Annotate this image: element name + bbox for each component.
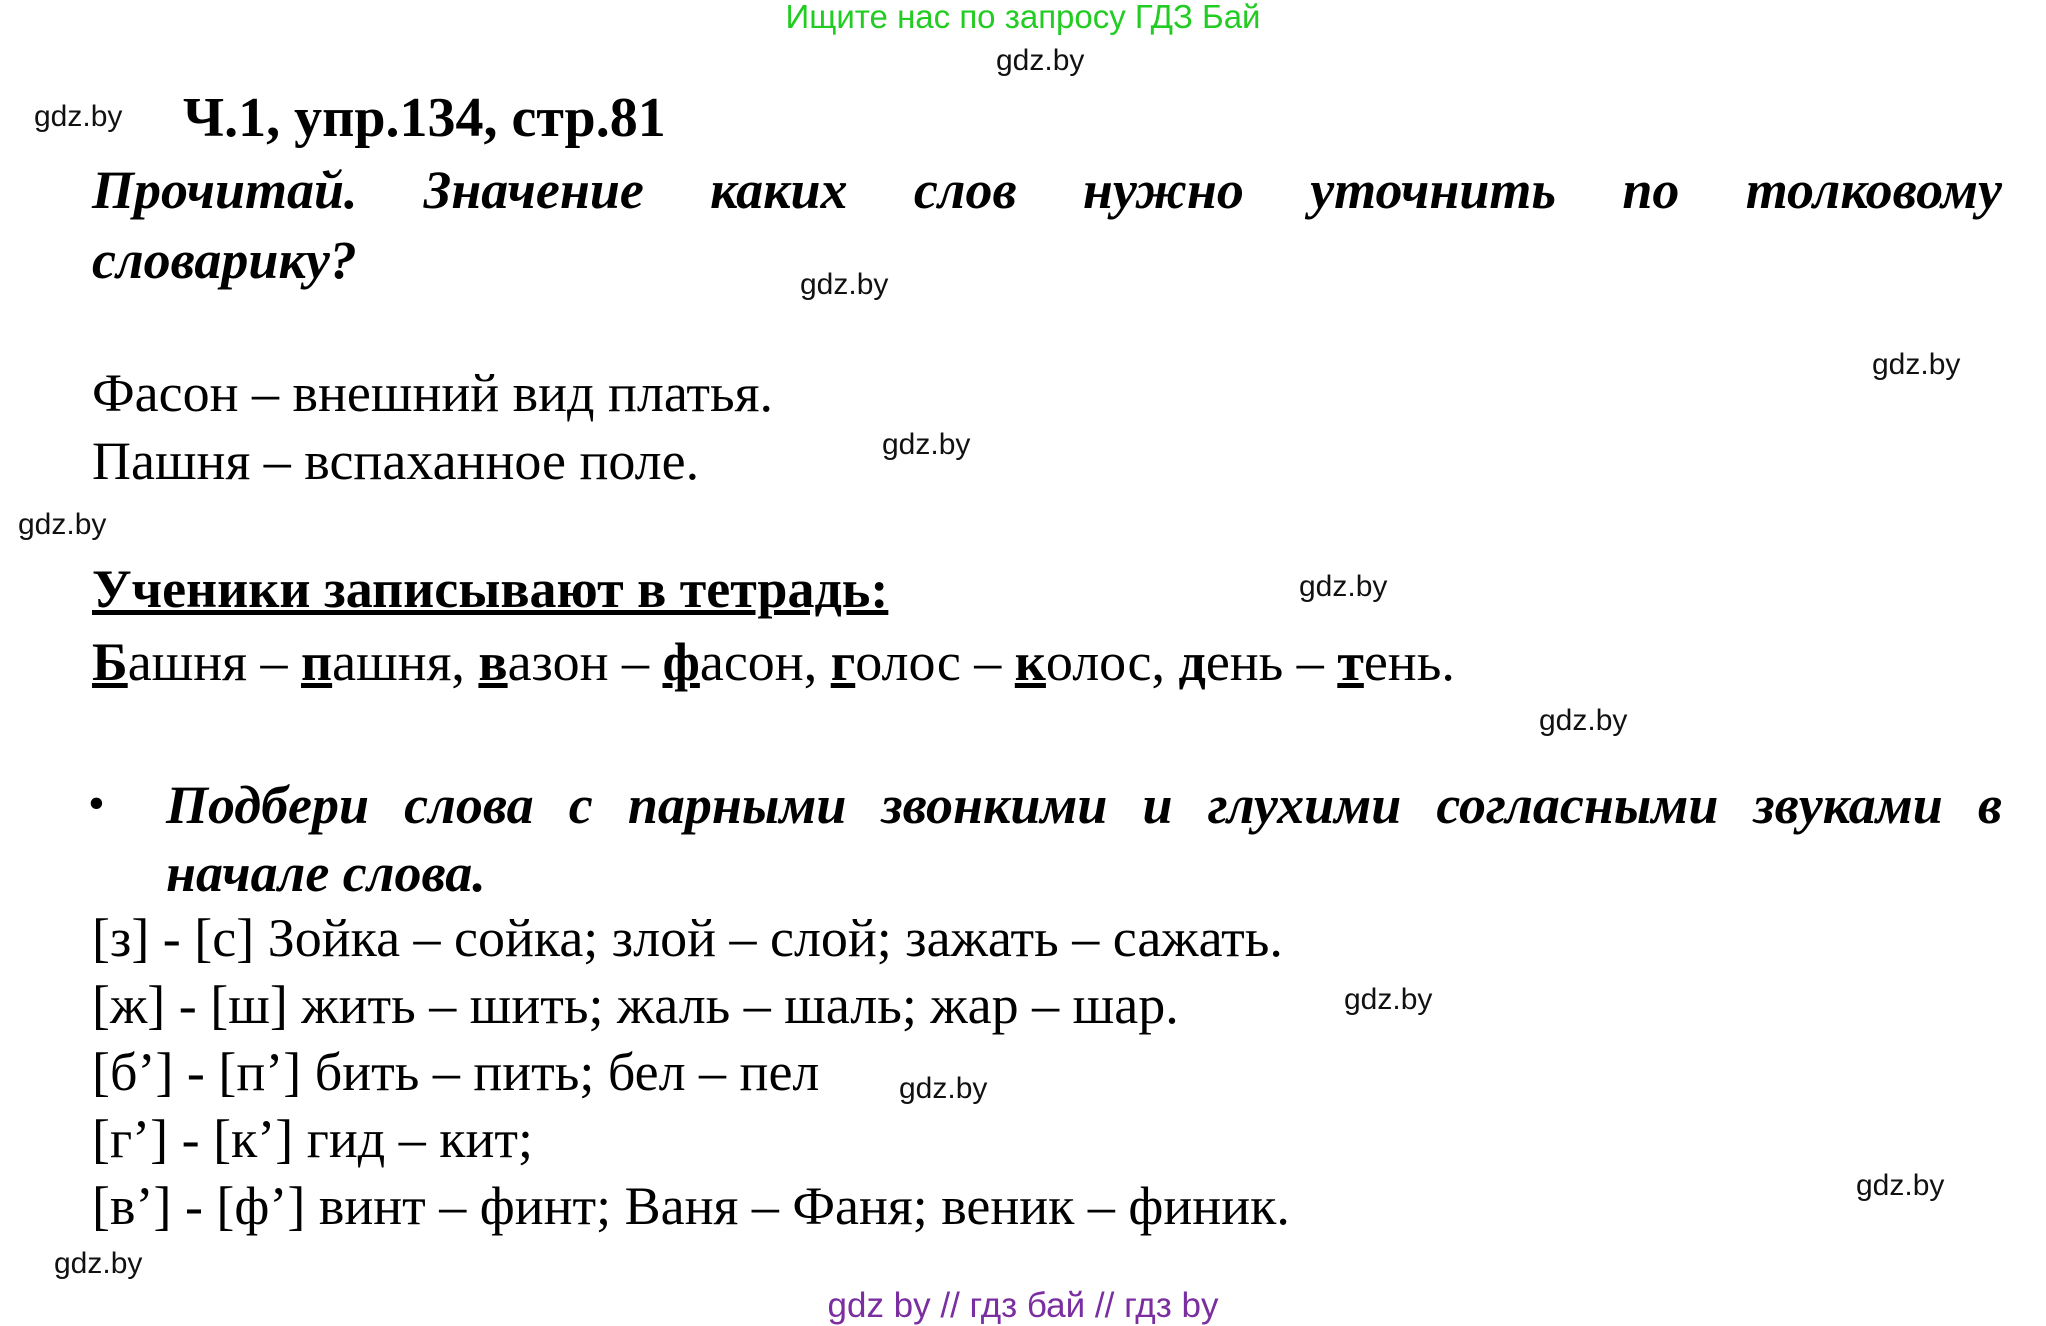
example-line: [ж] - [ш] жить – шить; жаль – шаль; жар – шар. (92, 975, 1179, 1035)
example-line: [з] - [с] Зойка – сойка; злой – слой; зажать – сажать. (92, 908, 1283, 968)
watermark: gdz.by (1872, 348, 1961, 381)
watermark: gdz.by (1539, 704, 1628, 737)
highlighted-letter: ф (662, 632, 700, 692)
word-remainder: асон, (699, 632, 831, 692)
highlighted-letter: г (830, 632, 856, 692)
bullet-icon: • (88, 777, 105, 830)
watermark: gdz.by (882, 428, 971, 461)
watermark: gdz.by (800, 268, 889, 301)
word-remainder: азон – (507, 632, 663, 692)
definition-line: Пашня – вспаханное поле. (92, 431, 700, 491)
highlighted-letter: Б (92, 632, 128, 692)
watermark: gdz.by (996, 44, 1085, 77)
task2-instruction-line-2: начале слова. (166, 843, 486, 903)
watermark: gdz.by (54, 1247, 143, 1280)
search-banner[interactable]: Ищите нас по запросу ГДЗ Бай (785, 0, 1261, 35)
page-title: Ч.1, упр.134, стр.81 (183, 87, 666, 149)
highlighted-letter: п (301, 632, 333, 692)
watermark: gdz.by (1299, 570, 1388, 603)
highlighted-letter: д (1178, 632, 1206, 692)
watermark: gdz.by (1856, 1169, 1945, 1202)
word-pairs-line (92, 628, 1455, 696)
task2-instruction-line-1: Подбери слова с парными звонкими и глухими согласными звуками в (166, 775, 2002, 835)
notebook-heading: Ученики записывают в тетрадь: (92, 559, 889, 619)
watermark: gdz.by (899, 1072, 988, 1105)
example-line: [г’] - [к’] гид – кит; (92, 1109, 534, 1169)
example-line: [б’] - [п’] бить – пить; бел – пел (92, 1042, 820, 1102)
definition-line: Фасон – внешний вид платья. (92, 363, 773, 423)
task-instruction-line-2: словарику? (92, 230, 357, 290)
watermark: gdz.by (18, 508, 107, 541)
footer-links[interactable]: gdz by // гдз бай // гдз by (827, 1286, 1219, 1325)
word-remainder: ашня, (332, 632, 479, 692)
highlighted-letter: т (1337, 632, 1364, 692)
highlighted-letter: к (1014, 632, 1046, 692)
word-remainder: олос – (855, 632, 1015, 692)
highlighted-letter: в (478, 632, 508, 692)
task-instruction-line-1: Прочитай. Значение каких слов нужно уточнить по толковому (92, 160, 2002, 220)
watermark: gdz.by (1344, 983, 1433, 1016)
word-remainder: ашня – (127, 632, 301, 692)
word-remainder: олос, (1045, 632, 1179, 692)
example-line: [в’] - [ф’] винт – финт; Ваня – Фаня; веник – финик. (92, 1176, 1290, 1236)
watermark: gdz.by (34, 100, 123, 133)
word-remainder: ень. (1363, 632, 1455, 692)
word-remainder: ень – (1205, 632, 1338, 692)
